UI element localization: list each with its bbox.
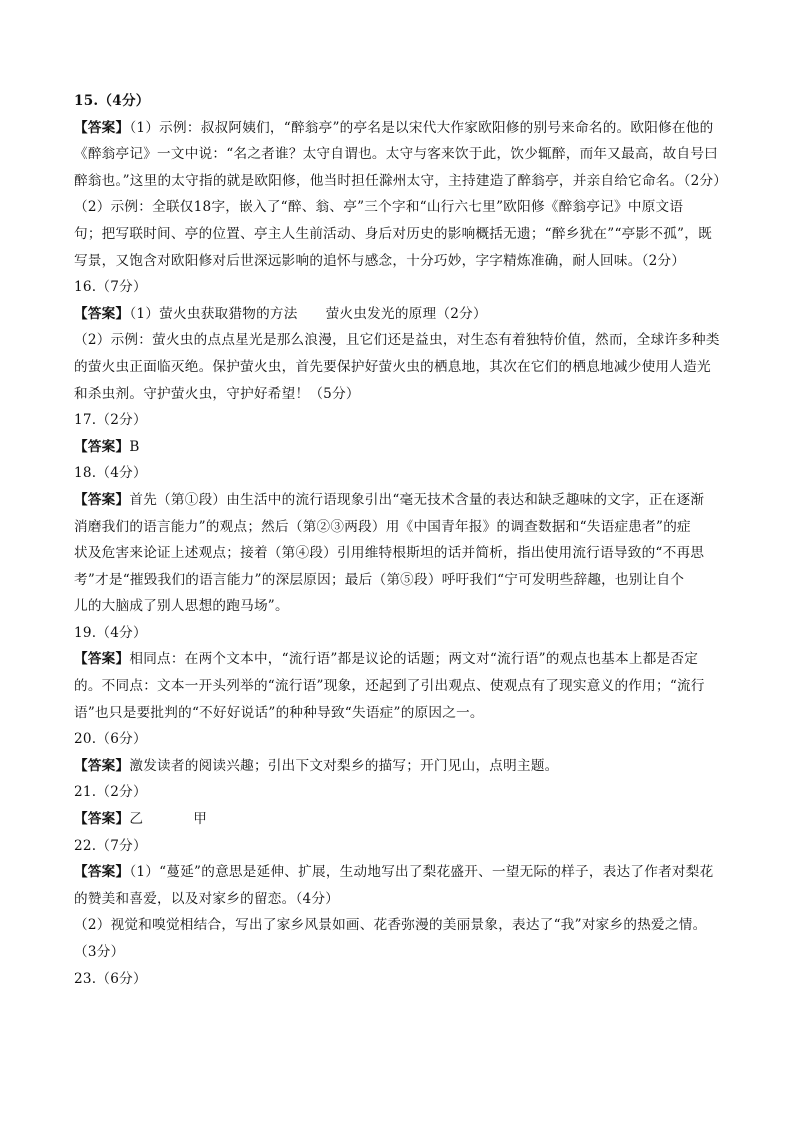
q21-heading: 21.（2分）	[74, 784, 147, 801]
answer-tag: 【答案】	[74, 757, 130, 774]
answer-tag: 【答案】	[74, 864, 130, 881]
q21-answer-a: 乙	[129, 811, 144, 828]
q15-line-3: 醉翁也。”这里的太守指的就是欧阳修，他当时担任滁州太守，主持建造了醉翁亭，并亲自给它命名。（2分）	[74, 172, 728, 189]
q15-line-4: （2）示例：全联仅18字，嵌入了“醉、翁、亭”三个字和“山行六七里”欧阳修《醉翁亭记》中原文语	[74, 199, 684, 216]
q16-line-2: （2）示例：萤火虫的点点星光是那么浪漫，且它们还是益虫，对生态有着独特价值，然而，全球许多种类	[74, 332, 720, 349]
q18-heading: 18.（4分）	[74, 465, 147, 482]
q18-line-3: 状及危害来论证上述观点；接着（第④段）引用维特根斯坦的话并简析，指出使用流行语导致的“不再思	[74, 545, 705, 562]
q15-line-6: 写景，又饱含对欧阳修对后世深远影响的追怀与感念，十分巧妙，字字精炼准确，耐人回味。（2分）	[74, 252, 686, 269]
answer-tag: 【答案】	[74, 651, 130, 668]
answer-tag: 【答案】	[74, 119, 130, 136]
q19-line-3: 语”也只是要批判的“不好好说话”的种种导致“失语症”的原因之一。	[74, 704, 484, 721]
q19-line-2: 的。不同点：文本一开头列举的“流行语”现象，还起到了引出观点、使观点有了现实意义的作用；“流行	[74, 678, 705, 695]
q16-line-1	[74, 301, 720, 328]
q20-heading: 20.（6分）	[74, 731, 147, 748]
answer-tag: 【答案】	[74, 811, 130, 828]
q18-line-5: 儿的大脑成了别人思想的跑马场”。	[74, 598, 289, 615]
q18-line-1	[74, 487, 720, 514]
q22-line-1	[74, 859, 720, 886]
q17-line-1	[74, 434, 720, 461]
q15-text-1: （1）示例：叔叔阿姨们，“醉翁亭”的亭名是以宋代大作家欧阳修的别号来命名的。欧阳修在他的	[129, 119, 714, 136]
q16-heading: 16.（7分）	[74, 279, 147, 296]
q15-line-2: 《醉翁亭记》一文中说：“名之者谁？太守自谓也。太守与客来饮于此，饮少辄醉，而年又最高，故自号曰	[74, 146, 719, 163]
q17-heading: 17.（2分）	[74, 412, 147, 429]
answer-tag: 【答案】	[74, 491, 130, 508]
q16-text-1b: 萤火虫发光的原理（2分）	[325, 305, 487, 322]
q15-line-1	[74, 115, 720, 142]
q22-heading: 22.（7分）	[74, 837, 147, 854]
q18-text-1: 首先（第①段）由生活中的流行语现象引出“毫无技术含量的表达和缺乏趣味的文字，正在逐渐	[129, 491, 705, 508]
q18-line-2: 消磨我们的语言能力”的观点；然后（第②③两段）用《中国青年报》的调查数据和“失语症患者”的症	[74, 518, 691, 535]
q16-line-3: 的萤火虫正面临灭绝。保护萤火虫，首先要保护好萤火虫的栖息地，其次在它们的栖息地减少使用人造光	[74, 358, 711, 375]
answer-page	[74, 88, 728, 992]
q20-answer: 激发读者的阅读兴趣；引出下文对梨乡的描写；开门见山，点明主题。	[129, 757, 559, 774]
q15-heading: 15.（4分）	[74, 93, 150, 109]
q23-heading: 23.（6分）	[74, 970, 147, 987]
q21-line-1	[74, 806, 720, 833]
q15-line-5: 句；把写联时间、亭的位置、亭主人生前活动、身后对历史的影响概括无遗；“醉乡犹在”“亭影不孤”，既	[74, 225, 712, 242]
q16-text-1a: （1）萤火虫获取猎物的方法	[129, 305, 298, 322]
q19-heading: 19.（4分）	[74, 624, 147, 641]
q20-line-1	[74, 753, 720, 780]
answer-tag: 【答案】	[74, 305, 130, 322]
answer-tag: 【答案】	[74, 438, 130, 455]
q22-line-2: 的赞美和喜爱，以及对家乡的留恋。（4分）	[74, 890, 340, 907]
q21-answer-b: 甲	[193, 811, 208, 828]
q16-line-4: 和杀虫剂。守护萤火虫，守护好希望！（5分）	[74, 385, 360, 402]
q22-line-3: （2）视觉和嗅觉相结合，写出了家乡风景如画、花香弥漫的美丽景象，表达了“我”对家乡的热爱之情。	[74, 917, 707, 934]
q17-answer: B	[129, 438, 140, 455]
q19-line-1	[74, 646, 720, 673]
q22-text-1: （1）“蔓延”的意思是延伸、扩展，生动地写出了梨花盛开、一望无际的样子，表达了作者对梨花	[129, 864, 714, 881]
q22-line-4: （3分）	[74, 944, 125, 960]
q18-line-4: 考”才是“摧毁我们的语言能力”的深层原因；最后（第⑤段）呼吁我们“宁可发明些辞趣，也别让自个	[74, 571, 685, 588]
q19-text-1: 相同点：在两个文本中，“流行语”都是议论的话题；两文对“流行语”的观点也基本上都是否定	[129, 651, 699, 668]
